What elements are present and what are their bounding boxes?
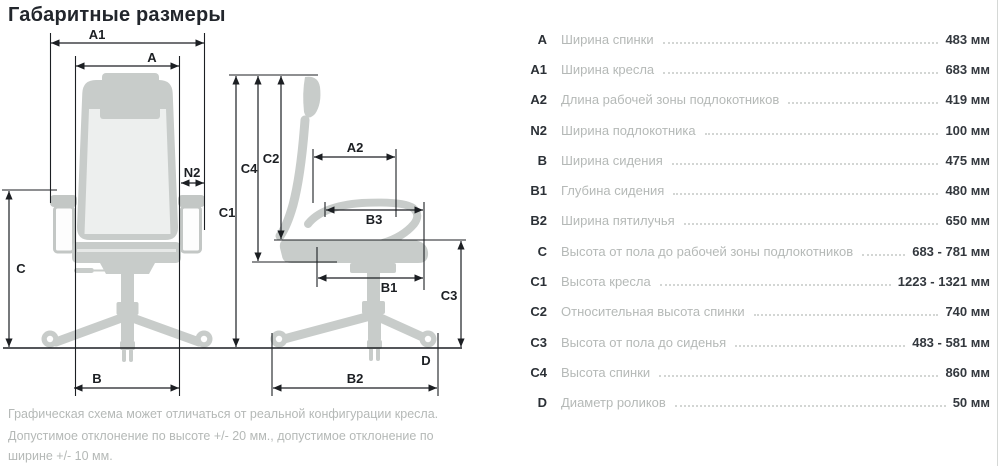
dotted-leader	[675, 398, 946, 407]
dim-value: 740 мм	[945, 304, 990, 320]
dim-label-b: B	[92, 371, 102, 386]
dotted-leader	[788, 95, 938, 104]
dim-value: 483 - 581 мм	[912, 334, 990, 350]
dim-code: C3	[530, 334, 547, 350]
dim-description: Ширина пятилучья	[561, 213, 675, 229]
dim-label-n2: N2	[183, 165, 201, 180]
table-row	[520, 54, 990, 84]
dim-label-c3: C3	[440, 288, 458, 303]
dim-label-b1: B1	[380, 280, 398, 295]
dotted-leader	[663, 65, 938, 74]
dim-description: Относительная высота спинки	[561, 304, 745, 320]
dim-value: 480 мм	[945, 183, 990, 199]
table-row	[520, 145, 990, 175]
footnote-tolerance-note: Допустимое отклонение по высоте +/- 20 мм., допустимое отклонение по ширине +/- 10 мм.	[8, 429, 434, 463]
chair-side-view	[271, 77, 437, 361]
table-row	[520, 24, 990, 54]
dotted-leader	[673, 186, 938, 195]
footnote-scheme-note: Графическая схема может отличаться от реальной конфигурации кресла.	[8, 407, 439, 421]
dim-value: 483 мм	[945, 31, 990, 47]
dim-label-a2: A2	[346, 140, 364, 155]
dim-code: D	[537, 395, 547, 411]
dim-value: 1223 - 1321 мм	[897, 274, 990, 290]
chair-dimensions-diagram	[0, 25, 480, 425]
dim-code: N2	[530, 122, 547, 138]
dim-description: Диаметр роликов	[561, 395, 666, 411]
table-row	[520, 115, 990, 145]
dotted-leader	[672, 156, 939, 165]
dim-code: A	[537, 31, 547, 47]
table-row	[520, 236, 990, 266]
dim-description: Ширина сидения	[561, 152, 663, 168]
dim-code: A1	[530, 61, 547, 77]
page-title: Габаритные размеры	[8, 4, 226, 26]
table-row	[520, 206, 990, 236]
dim-code: C2	[530, 304, 547, 320]
dim-value: 683 мм	[945, 61, 990, 77]
dim-description: Длина рабочей зоны подлокотников	[561, 92, 780, 108]
dim-label-a: A	[147, 50, 157, 65]
dim-description: Высота кресла	[561, 274, 651, 290]
dim-description: Высота спинки	[561, 364, 651, 380]
dotted-leader	[659, 368, 938, 377]
table-row	[520, 175, 990, 205]
dim-description: Высота от пола до сиденья	[561, 334, 727, 350]
dim-label-c4: C4	[240, 161, 258, 176]
table-row	[520, 388, 990, 418]
dim-label-c1: C1	[218, 205, 236, 220]
dim-description: Ширина подлокотника	[561, 122, 696, 138]
chair-front-view	[42, 73, 213, 362]
dim-value: 50 мм	[952, 395, 990, 411]
dim-code: B1	[530, 183, 547, 199]
dim-value: 860 мм	[945, 364, 990, 380]
dim-code: C	[537, 243, 547, 259]
dim-description: Глубина сидения	[561, 183, 665, 199]
dim-label-b3: B3	[365, 212, 383, 227]
dim-value: 475 мм	[945, 152, 990, 168]
dim-label-b2: B2	[346, 371, 364, 386]
dim-code: B2	[530, 213, 547, 229]
dim-value: 683 - 781 мм	[912, 243, 990, 259]
table-row	[520, 266, 990, 296]
footnotes	[8, 404, 460, 468]
dotted-leader	[705, 126, 939, 135]
table-row	[520, 327, 990, 357]
dotted-leader	[735, 338, 905, 347]
dim-value: 419 мм	[945, 92, 990, 108]
dim-code: B	[537, 152, 547, 168]
dim-label-a1: A1	[88, 27, 106, 42]
page-right-divider	[997, 0, 998, 466]
table-row	[520, 297, 990, 327]
dim-value: 650 мм	[945, 213, 990, 229]
dotted-leader	[754, 307, 939, 316]
dim-label-d: D	[421, 353, 431, 368]
dim-label-c: C	[16, 261, 26, 276]
dotted-leader	[862, 247, 905, 256]
dim-description: Высота от пола до рабочей зоны подлокотников	[561, 243, 854, 259]
table-row	[520, 85, 990, 115]
dim-label-c2: C2	[262, 151, 280, 166]
dimensions-table	[520, 24, 990, 418]
dotted-leader	[663, 35, 939, 44]
dotted-leader	[660, 277, 891, 286]
dim-description: Ширина кресла	[561, 61, 655, 77]
dotted-leader	[684, 216, 939, 225]
dim-code: C4	[530, 364, 547, 380]
dim-code: C1	[530, 274, 547, 290]
dim-description: Ширина спинки	[561, 31, 654, 47]
dim-value: 100 мм	[945, 122, 990, 138]
dim-code: A2	[530, 92, 547, 108]
table-row	[520, 357, 990, 387]
